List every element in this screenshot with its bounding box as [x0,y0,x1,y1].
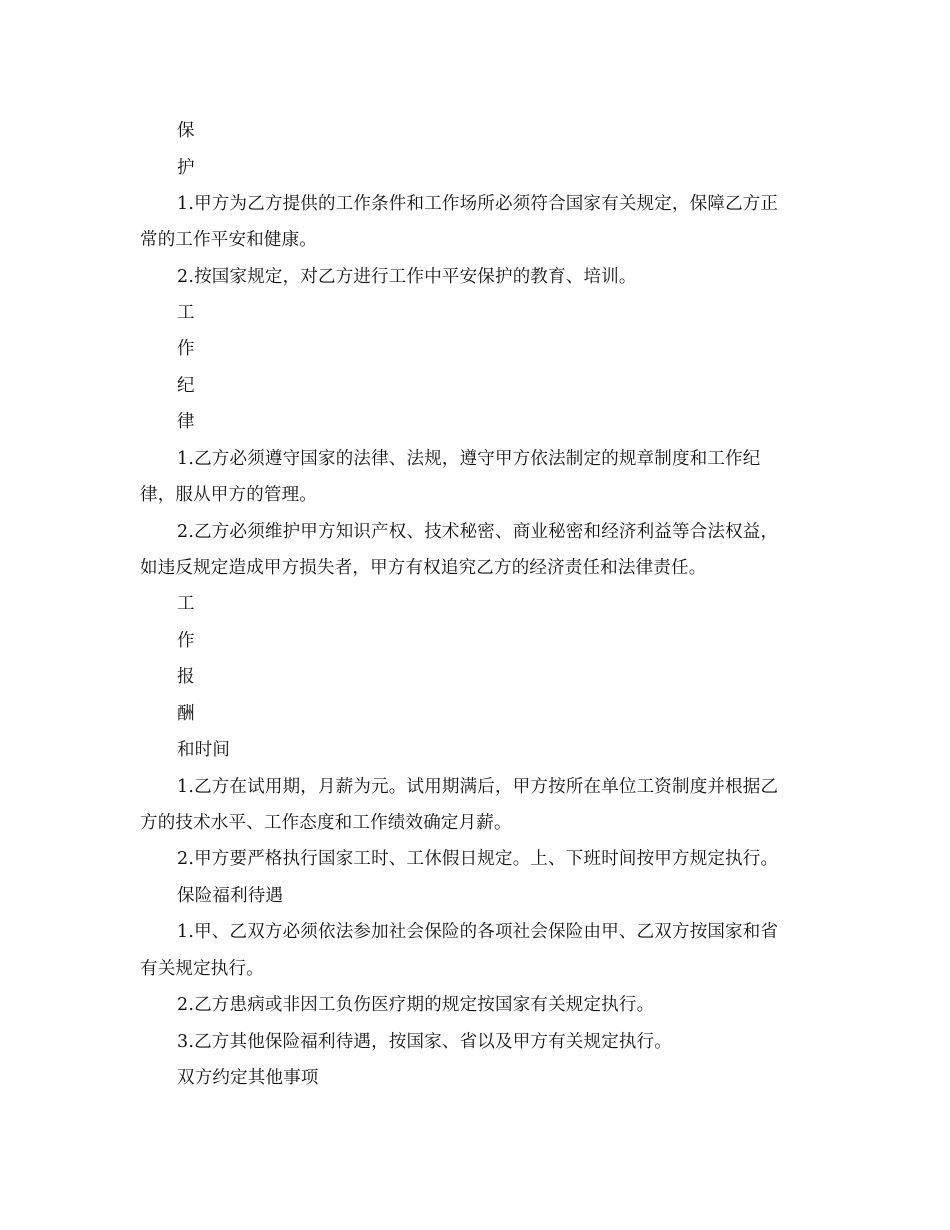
paragraph-line: 1.甲方为乙方提供的工作条件和工作场所必须符合国家有关规定，保障乙方正 [177,194,779,214]
paragraph-line: 2.乙方患病或非因工负伤医疗期的规定按国家有关规定执行。 [177,995,655,1015]
heading-char: 工 [177,594,195,614]
heading-char: 律 [177,412,195,432]
heading-char: 作 [177,339,195,359]
heading-char: 酬 [177,704,195,724]
heading-char: 纪 [177,376,195,396]
paragraph-line: 2.甲方要严格执行国家工时、工休假日规定。上、下班时间按甲方规定执行。 [177,849,779,869]
section-heading: 保险福利待遇 [177,886,284,906]
section-heading: 双方约定其他事项 [177,1068,319,1088]
heading-char: 护 [177,158,195,178]
paragraph-line: 方的技术水平、工作态度和工作绩效确定月薪。 [140,813,512,833]
heading-char: 保 [177,121,195,141]
paragraph-line: 1.乙方在试用期，月薪为元。试用期满后，甲方按所在单位工资制度并根据乙 [177,777,779,797]
paragraph-line: 律，服从甲方的管理。 [140,485,317,505]
paragraph-line: 2.乙方必须维护甲方知识产权、技术秘密、商业秘密和经济利益等合法权益， [177,522,779,542]
paragraph-line: 1.甲、乙双方必须依法参加社会保险的各项社会保险由甲、乙双方按国家和省 [177,922,779,942]
heading-char: 报 [177,667,195,687]
paragraph-line: 常的工作平安和健康。 [140,230,317,250]
section-heading: 和时间 [177,740,231,760]
paragraph-line: 1.乙方必须遵守国家的法律、法规，遵守甲方依法制定的规章制度和工作纪 [177,449,761,469]
heading-char: 工 [177,303,195,323]
paragraph-line: 3.乙方其他保险福利待遇，按国家、省以及甲方有关规定执行。 [177,1032,672,1052]
heading-char: 作 [177,631,195,651]
paragraph-line: 2.按国家规定，对乙方进行工作中平安保护的教育、培训。 [177,267,637,287]
paragraph-line: 有关规定执行。 [140,959,264,979]
paragraph-line: 如违反规定造成甲方损失者，甲方有权追究乙方的经济责任和法律责任。 [140,558,707,578]
